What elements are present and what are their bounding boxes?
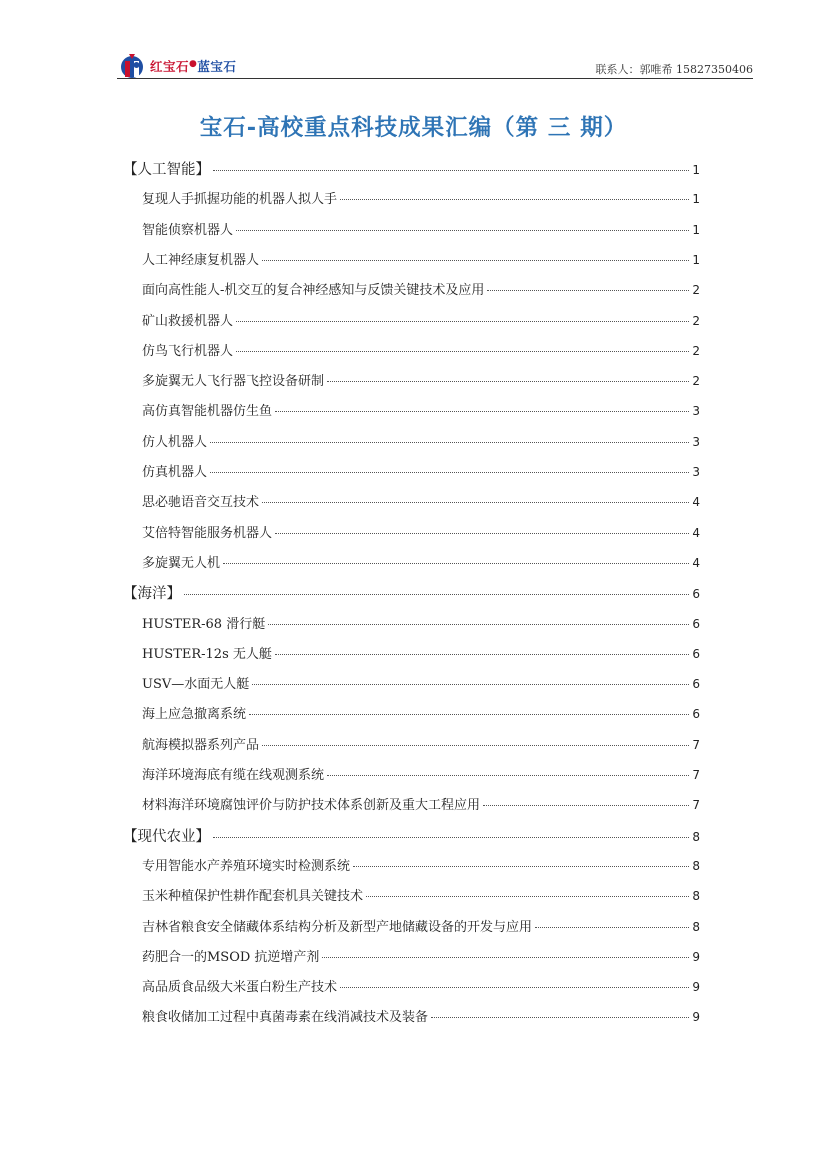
toc-entry-label: USV—水面无人艇 bbox=[142, 677, 250, 693]
toc-page-number: 1 bbox=[692, 192, 700, 207]
toc-page-number: 6 bbox=[692, 677, 700, 692]
toc-dot-leader bbox=[327, 775, 689, 776]
toc-entry-label: 复现人手抓握功能的机器人拟人手 bbox=[142, 192, 338, 208]
toc-entry-row[interactable] bbox=[123, 552, 700, 572]
toc-entry-row[interactable] bbox=[123, 946, 700, 966]
toc-page-number: 6 bbox=[692, 616, 700, 631]
logo-dot: ● bbox=[189, 58, 198, 69]
logo-text bbox=[150, 57, 236, 75]
logo-text-blue: 蓝宝石 bbox=[197, 59, 237, 74]
toc-dot-leader bbox=[262, 745, 689, 746]
toc-dot-leader bbox=[213, 837, 689, 838]
toc-page-number: 9 bbox=[692, 980, 700, 995]
toc-dot-leader bbox=[327, 381, 689, 382]
toc-dot-leader bbox=[268, 624, 689, 625]
toc-category-label: 【现代农业】 bbox=[123, 828, 210, 845]
header-divider bbox=[117, 78, 753, 79]
toc-dot-leader bbox=[353, 866, 689, 867]
toc-dot-leader bbox=[252, 684, 689, 685]
toc-entry-label: 智能侦察机器人 bbox=[142, 222, 234, 238]
toc-dot-leader bbox=[340, 199, 689, 200]
toc-entry-row[interactable] bbox=[123, 370, 700, 390]
toc-category-label: 【人工智能】 bbox=[123, 162, 210, 178]
toc-entry-label: 多旋翼无人机 bbox=[142, 555, 221, 571]
toc-entry-row[interactable] bbox=[123, 219, 700, 239]
toc-entry-row[interactable] bbox=[123, 885, 700, 905]
toc-entry-label: 矿山救援机器人 bbox=[142, 313, 234, 329]
toc-entry-label: 高仿真智能机器仿生鱼 bbox=[142, 404, 273, 420]
toc-dot-leader bbox=[275, 654, 689, 655]
toc-dot-leader bbox=[275, 533, 689, 534]
toc-page-number: 7 bbox=[692, 737, 700, 752]
toc-page-number: 8 bbox=[692, 889, 700, 904]
toc-dot-leader bbox=[213, 170, 689, 171]
contact-info: 联系人：郭唯希 15827350406 bbox=[595, 63, 753, 76]
toc-dot-leader bbox=[366, 896, 689, 897]
toc-entry-row[interactable] bbox=[123, 1006, 700, 1026]
toc-dot-leader bbox=[535, 927, 689, 928]
toc-entry-row[interactable] bbox=[123, 461, 700, 481]
logo bbox=[117, 52, 236, 80]
toc-entry-row[interactable] bbox=[123, 764, 700, 784]
toc-page-number: 8 bbox=[692, 829, 700, 844]
toc-entry-label: 仿人机器人 bbox=[142, 434, 208, 450]
toc-page-number: 4 bbox=[692, 495, 700, 510]
toc-page-number: 3 bbox=[692, 465, 700, 479]
toc-dot-leader bbox=[340, 987, 689, 988]
toc-dot-leader bbox=[262, 260, 689, 261]
toc-entry-label: 高品质食品级大米蛋白粉生产技术 bbox=[142, 980, 338, 996]
toc-category-row[interactable] bbox=[123, 582, 700, 602]
toc-dot-leader bbox=[210, 442, 689, 443]
toc-entry-row[interactable] bbox=[123, 188, 700, 208]
toc-entry-row[interactable] bbox=[123, 734, 700, 754]
toc-page-number: 2 bbox=[692, 343, 700, 358]
toc-dot-leader bbox=[275, 411, 689, 412]
toc-page-number: 7 bbox=[692, 798, 700, 813]
toc-entry-row[interactable] bbox=[123, 400, 700, 420]
toc-page-number: 2 bbox=[692, 374, 700, 389]
toc-entry-label: 仿鸟飞行机器人 bbox=[142, 343, 234, 359]
toc-entry-label: HUSTER-68 滑行艇 bbox=[142, 616, 266, 632]
toc-entry-label: 海上应急撤离系统 bbox=[142, 707, 247, 723]
toc-dot-leader bbox=[483, 805, 689, 806]
toc-page-number: 9 bbox=[692, 1010, 700, 1025]
toc-entry-label: 粮食收储加工过程中真菌毒素在线消减技术及装备 bbox=[142, 1010, 429, 1026]
toc-entry-row[interactable] bbox=[123, 673, 700, 693]
toc-dot-leader bbox=[236, 351, 689, 352]
toc-entry-label: 海洋环境海底有缆在线观测系统 bbox=[142, 768, 325, 783]
toc-entry-label: HUSTER-12s 无人艇 bbox=[142, 646, 272, 662]
toc-category-label: 【海洋】 bbox=[123, 586, 181, 603]
toc-page-number: 8 bbox=[692, 919, 700, 934]
toc-page-number: 2 bbox=[692, 313, 700, 328]
toc-dot-leader bbox=[431, 1017, 689, 1018]
toc-page-number: 1 bbox=[692, 252, 700, 267]
toc-page-number: 4 bbox=[692, 525, 700, 540]
toc-entry-row[interactable] bbox=[123, 976, 700, 996]
toc-dot-leader bbox=[210, 472, 689, 473]
toc-entry-row[interactable] bbox=[123, 794, 700, 814]
document-title: 宝石-高校重点科技成果汇编（第 三 期） bbox=[199, 115, 628, 141]
toc-page-number: 7 bbox=[692, 768, 700, 782]
toc-entry-label: 航海模拟器系列产品 bbox=[142, 737, 260, 753]
toc-page-number: 6 bbox=[692, 707, 700, 722]
toc-entry-row[interactable] bbox=[123, 310, 700, 330]
toc-dot-leader bbox=[184, 594, 689, 595]
toc-entry-row[interactable] bbox=[123, 491, 700, 511]
toc-page-number: 6 bbox=[692, 646, 700, 661]
toc-entry-row[interactable] bbox=[123, 916, 700, 936]
toc-entry-label: 多旋翼无人飞行器飞控设备研制 bbox=[142, 374, 325, 390]
toc-page-number: 6 bbox=[692, 587, 700, 602]
toc-entry-row[interactable] bbox=[123, 279, 700, 299]
toc-entry-label: 艾倍特智能服务机器人 bbox=[142, 525, 273, 541]
toc-page-number: 4 bbox=[692, 555, 700, 570]
toc-dot-leader bbox=[236, 230, 689, 231]
toc-dot-leader bbox=[249, 714, 689, 715]
toc-dot-leader bbox=[487, 290, 689, 291]
toc-entry-label: 人工神经康复机器人 bbox=[142, 252, 260, 268]
toc-entry-label: 面向高性能人-机交互的复合神经感知与反馈关键技术及应用 bbox=[142, 283, 485, 299]
toc-entry-row[interactable] bbox=[123, 855, 700, 875]
logo-icon bbox=[117, 52, 147, 80]
toc-page-number: 3 bbox=[692, 404, 700, 419]
toc-category-row[interactable] bbox=[123, 825, 700, 845]
toc-page-number: 2 bbox=[692, 283, 700, 298]
toc-dot-leader bbox=[262, 502, 689, 503]
toc-page-number: 1 bbox=[692, 222, 700, 237]
toc-entry-row[interactable] bbox=[123, 613, 700, 633]
toc-entry-label: 玉米种植保护性耕作配套机具关键技术 bbox=[142, 889, 364, 905]
logo-text-red: 红宝石 bbox=[150, 59, 190, 74]
toc-entry-label: 药肥合一的MSOD 抗逆增产剂 bbox=[142, 949, 320, 965]
toc-category-row[interactable] bbox=[123, 158, 700, 178]
toc-dot-leader bbox=[322, 957, 689, 958]
toc-entry-row[interactable] bbox=[123, 249, 700, 269]
toc-entry-row[interactable] bbox=[123, 431, 700, 451]
toc-page-number: 3 bbox=[692, 434, 700, 449]
toc-entry-row[interactable] bbox=[123, 522, 700, 542]
toc-entry-label: 思必驰语音交互技术 bbox=[142, 495, 260, 511]
toc-entry-row[interactable] bbox=[123, 703, 700, 723]
toc-page-number: 9 bbox=[692, 949, 700, 964]
toc-entry-label: 吉林省粮食安全储藏体系结构分析及新型产地储藏设备的开发与应用 bbox=[142, 919, 533, 935]
toc-entry-row[interactable] bbox=[123, 340, 700, 360]
toc-entry-label: 专用智能水产养殖环境实时检测系统 bbox=[142, 858, 351, 874]
toc-page-number: 1 bbox=[692, 163, 700, 177]
toc-entry-row[interactable] bbox=[123, 643, 700, 663]
toc-dot-leader bbox=[236, 321, 689, 322]
toc-entry-label: 材料海洋环境腐蚀评价与防护技术体系创新及重大工程应用 bbox=[142, 798, 481, 814]
toc-dot-leader bbox=[223, 563, 689, 564]
toc-page-number: 8 bbox=[692, 858, 700, 873]
toc-entry-label: 仿真机器人 bbox=[142, 465, 208, 480]
